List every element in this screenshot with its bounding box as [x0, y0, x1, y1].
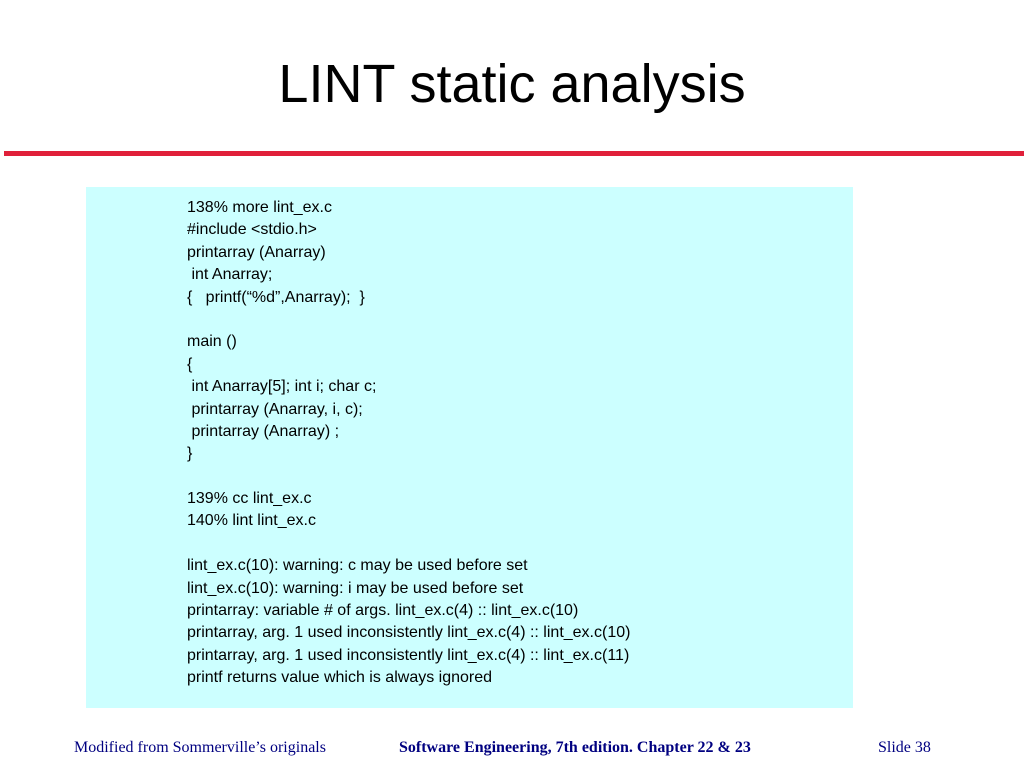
- footer-book-title: Software Engineering, 7th edition. Chapter 22 & 23: [399, 739, 751, 756]
- code-line: [187, 533, 630, 555]
- code-line: lint_ex.c(10): warning: c may be used before set: [187, 557, 528, 575]
- footer-slide-number: Slide 38: [878, 739, 931, 756]
- code-line: {: [187, 355, 193, 373]
- code-line: int Anarray;: [187, 266, 273, 284]
- code-line: printf returns value which is always ignored: [187, 669, 493, 687]
- code-line: { printf(“%d”,Anarray); }: [187, 288, 365, 306]
- code-line: printarray, arg. 1 used inconsistently lint_ex.c(4) :: lint_ex.c(11): [187, 646, 630, 664]
- code-line: printarray (Anarray, i, c);: [187, 400, 363, 418]
- code-line: printarray, arg. 1 used inconsistently lint_ex.c(4) :: lint_ex.c(10): [187, 624, 631, 642]
- code-line: printarray: variable # of args. lint_ex.c(4) :: lint_ex.c(10): [187, 602, 579, 620]
- code-listing: [187, 197, 630, 690]
- code-line: }: [187, 445, 193, 463]
- code-line: [187, 466, 630, 488]
- code-line: [187, 309, 630, 331]
- code-line: 139% cc lint_ex.c: [187, 490, 312, 508]
- footer-attribution: Modified from Sommerville’s originals: [74, 739, 326, 756]
- code-line: 138% more lint_ex.c: [187, 199, 332, 216]
- code-line: #include <stdio.h>: [187, 221, 317, 239]
- code-line: lint_ex.c(10): warning: i may be used before set: [187, 579, 524, 597]
- slide-title: LINT static analysis: [278, 54, 746, 114]
- code-line: 140% lint lint_ex.c: [187, 512, 316, 530]
- code-line: printarray (Anarray): [187, 243, 326, 261]
- code-line: main (): [187, 333, 237, 351]
- title-divider: [4, 151, 1024, 156]
- code-listing-box: [86, 187, 853, 708]
- code-line: int Anarray[5]; int i; char c;: [187, 378, 377, 396]
- code-line: printarray (Anarray) ;: [187, 422, 340, 440]
